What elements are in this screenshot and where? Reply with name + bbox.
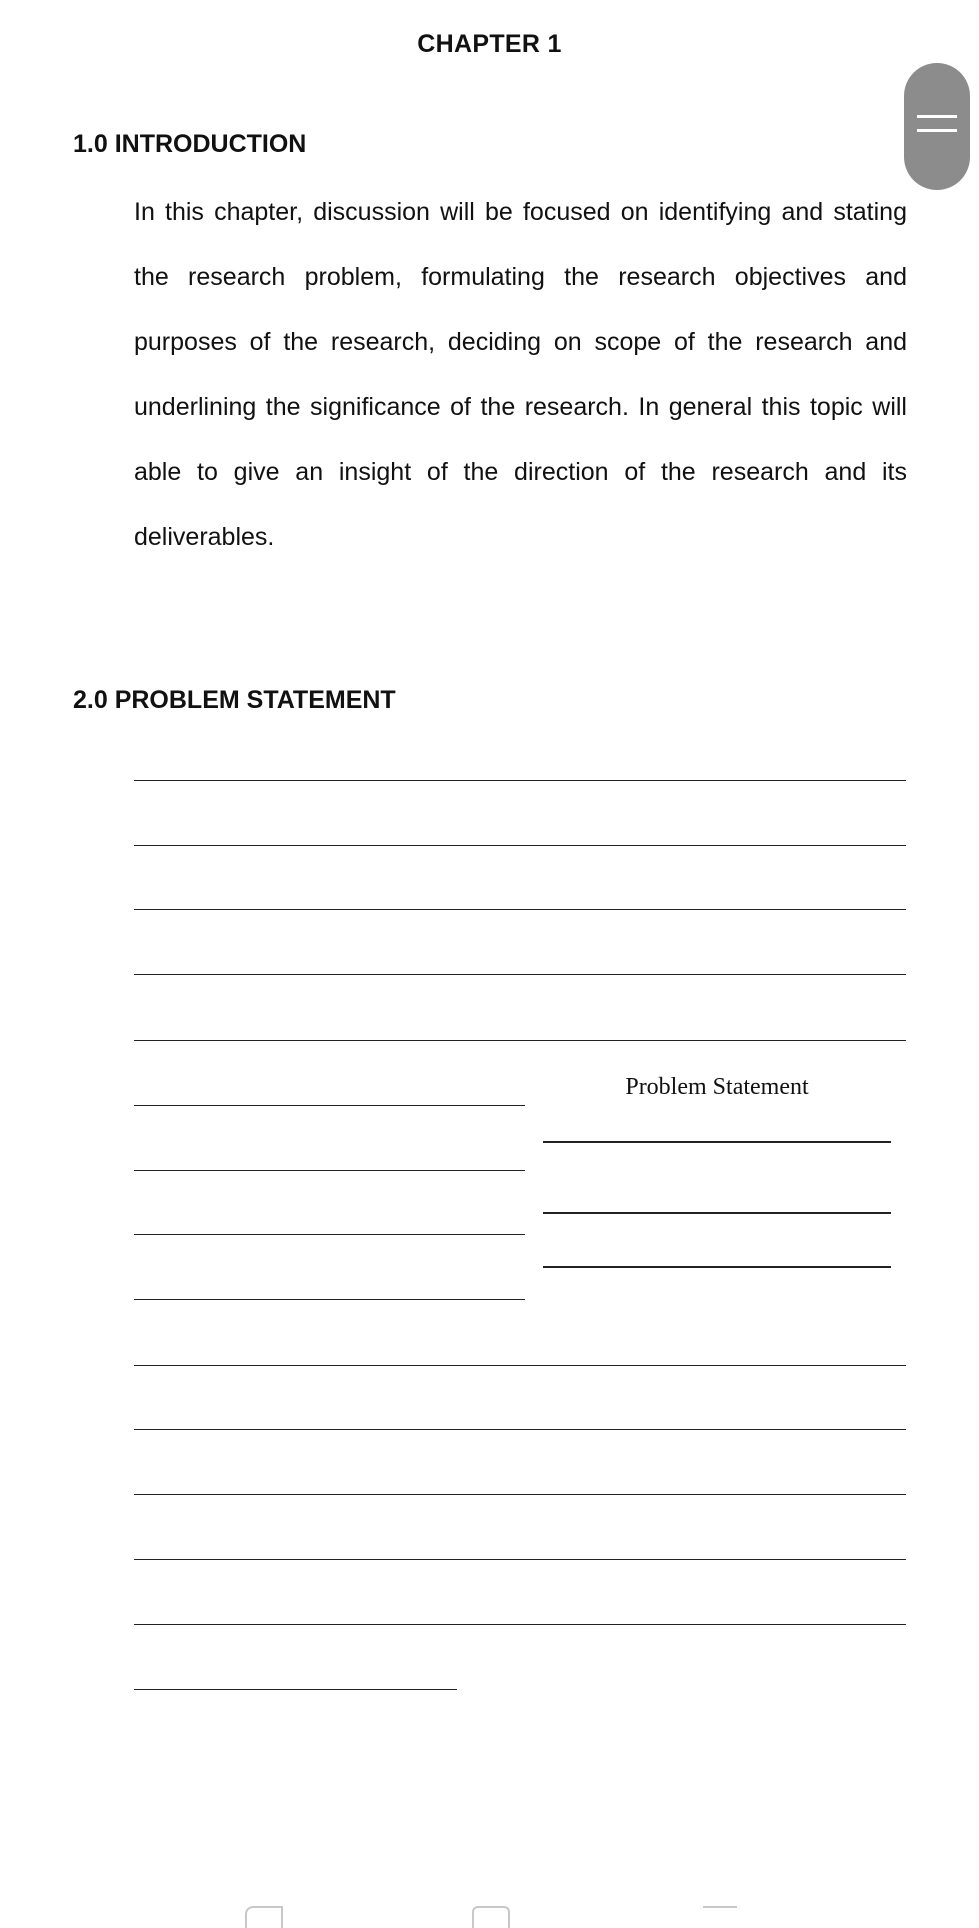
box-line: [543, 1141, 891, 1143]
home-icon[interactable]: [472, 1906, 510, 1928]
box-line: [543, 1266, 891, 1268]
recents-icon[interactable]: [703, 1906, 737, 1928]
chapter-title: CHAPTER 1: [417, 30, 562, 58]
blank-line: [134, 1299, 525, 1300]
introduction-heading: 1.0 INTRODUCTION: [73, 130, 307, 158]
blank-line: [134, 1689, 457, 1690]
blank-line: [134, 1105, 525, 1106]
scroll-handle-grip: [917, 129, 957, 132]
blank-line: [134, 909, 906, 910]
scroll-handle-grip: [917, 115, 957, 118]
problem-statement-caption: Problem Statement: [625, 1074, 809, 1100]
box-line: [543, 1212, 891, 1214]
blank-line: [134, 1040, 906, 1041]
blank-line: [134, 845, 906, 846]
back-icon[interactable]: [245, 1906, 283, 1928]
blank-line: [134, 1494, 906, 1495]
problem-statement-heading: 2.0 PROBLEM STATEMENT: [73, 686, 396, 714]
blank-line: [134, 1170, 525, 1171]
blank-line: [134, 1624, 906, 1625]
blank-line: [134, 1429, 906, 1430]
blank-line: [134, 1559, 906, 1560]
blank-line: [134, 974, 906, 975]
scroll-handle-icon[interactable]: [904, 63, 970, 190]
blank-line: [134, 1234, 525, 1235]
blank-line: [134, 1365, 906, 1366]
blank-line: [134, 780, 906, 781]
introduction-paragraph: In this chapter, discussion will be focused on identifying and stating the research problem, formulating the research objectives and purposes of the research, deciding on scope of the research and underlining the significance of the research. In general this topic will able to give an insight of the direction of the research and its deliverables.: [134, 198, 907, 551]
